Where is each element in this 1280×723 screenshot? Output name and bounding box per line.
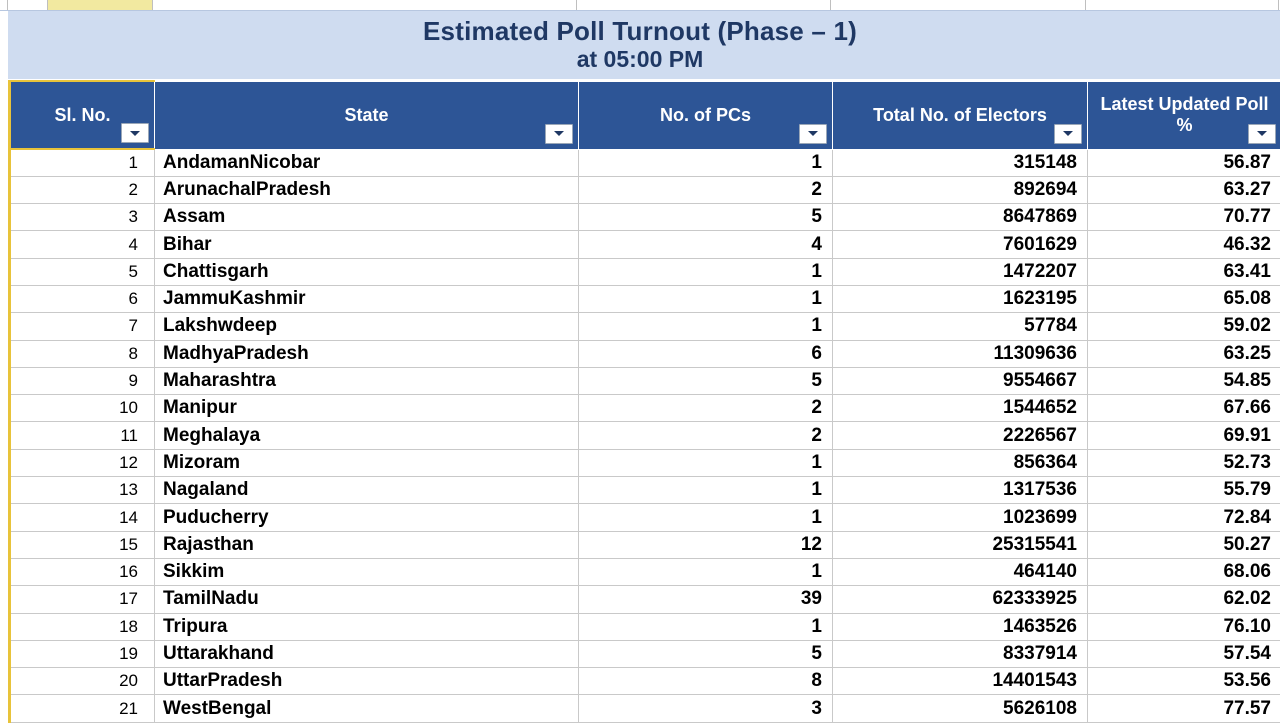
cell-state[interactable]: TamilNadu	[155, 586, 579, 613]
cell-sl-no[interactable]: 13	[10, 477, 155, 504]
cell-sl-no[interactable]: 12	[10, 449, 155, 476]
cell-no-of-pcs[interactable]: 5	[579, 367, 833, 394]
column-header-latest-poll-pct[interactable]	[1088, 81, 1280, 149]
cell-no-of-pcs[interactable]: 8	[579, 668, 833, 695]
cell-total-electors[interactable]: 1472207	[833, 258, 1088, 285]
cell-latest-poll-pct[interactable]: 57.54	[1088, 640, 1280, 667]
cell-total-electors[interactable]: 892694	[833, 176, 1088, 203]
cell-latest-poll-pct[interactable]: 69.91	[1088, 422, 1280, 449]
cell-total-electors[interactable]: 8337914	[833, 640, 1088, 667]
filter-dropdown-icon-total-electors[interactable]	[1054, 124, 1082, 144]
cell-latest-poll-pct[interactable]: 53.56	[1088, 668, 1280, 695]
cell-no-of-pcs[interactable]: 2	[579, 176, 833, 203]
cell-no-of-pcs[interactable]: 5	[579, 640, 833, 667]
cell-latest-poll-pct[interactable]: 55.79	[1088, 477, 1280, 504]
cell-state[interactable]: Manipur	[155, 395, 579, 422]
cell-no-of-pcs[interactable]: 1	[579, 449, 833, 476]
cell-no-of-pcs[interactable]: 1	[579, 477, 833, 504]
cell-state[interactable]: Mizoram	[155, 449, 579, 476]
column-header-sl-no-label: Sl. No.	[54, 105, 110, 125]
cell-total-electors[interactable]: 57784	[833, 313, 1088, 340]
cell-sl-no[interactable]: 9	[10, 367, 155, 394]
table-row[interactable]	[10, 285, 1280, 312]
cell-sl-no[interactable]: 4	[10, 231, 155, 258]
cell-total-electors[interactable]: 1023699	[833, 504, 1088, 531]
cell-state[interactable]: Maharashtra	[155, 367, 579, 394]
filter-dropdown-icon-state[interactable]	[545, 124, 573, 144]
cell-sl-no[interactable]: 15	[10, 531, 155, 558]
cell-sl-no[interactable]: 14	[10, 504, 155, 531]
cell-state[interactable]: Nagaland	[155, 477, 579, 504]
cell-sl-no[interactable]: 16	[10, 558, 155, 585]
cell-sliver-a	[8, 0, 48, 10]
cell-no-of-pcs[interactable]: 4	[579, 231, 833, 258]
cell-no-of-pcs[interactable]: 1	[579, 313, 833, 340]
table-row[interactable]	[10, 258, 1280, 285]
chevron-down-icon	[130, 131, 140, 136]
table-row[interactable]	[10, 149, 1280, 176]
cell-total-electors[interactable]: 1544652	[833, 395, 1088, 422]
cell-sl-no[interactable]: 10	[10, 395, 155, 422]
cell-sl-no[interactable]: 6	[10, 285, 155, 312]
table-row[interactable]	[10, 204, 1280, 231]
cell-total-electors[interactable]: 1317536	[833, 477, 1088, 504]
cell-total-electors[interactable]: 62333925	[833, 586, 1088, 613]
table-row[interactable]	[10, 586, 1280, 613]
cell-state[interactable]: Bihar	[155, 231, 579, 258]
table-row[interactable]	[10, 668, 1280, 695]
cell-sl-no[interactable]: 7	[10, 313, 155, 340]
cell-total-electors[interactable]: 9554667	[833, 367, 1088, 394]
cell-state[interactable]: Meghalaya	[155, 422, 579, 449]
cell-no-of-pcs[interactable]: 6	[579, 340, 833, 367]
cell-no-of-pcs[interactable]: 1	[579, 149, 833, 176]
cell-sl-no[interactable]: 17	[10, 586, 155, 613]
table-row[interactable]	[10, 340, 1280, 367]
cell-total-electors[interactable]: 856364	[833, 449, 1088, 476]
row-header-sliver	[0, 0, 8, 10]
chevron-down-icon	[1063, 131, 1073, 136]
table-row[interactable]	[10, 531, 1280, 558]
cell-latest-poll-pct[interactable]: 68.06	[1088, 558, 1280, 585]
cell-sliver-e	[1086, 0, 1279, 10]
cell-state[interactable]: WestBengal	[155, 695, 579, 722]
cell-latest-poll-pct[interactable]: 76.10	[1088, 613, 1280, 640]
cell-state[interactable]: MadhyaPradesh	[155, 340, 579, 367]
cell-latest-poll-pct[interactable]: 59.02	[1088, 313, 1280, 340]
cell-state[interactable]: Lakshwdeep	[155, 313, 579, 340]
cell-latest-poll-pct[interactable]: 56.87	[1088, 149, 1280, 176]
cell-no-of-pcs[interactable]: 12	[579, 531, 833, 558]
cell-latest-poll-pct[interactable]: 63.41	[1088, 258, 1280, 285]
cell-total-electors[interactable]: 464140	[833, 558, 1088, 585]
table-row[interactable]	[10, 504, 1280, 531]
cell-total-electors[interactable]: 8647869	[833, 204, 1088, 231]
report-subtitle: at 05:00 PM	[577, 46, 704, 73]
cell-state[interactable]: Puducherry	[155, 504, 579, 531]
top-row-strip	[0, 0, 1280, 10]
table-row[interactable]	[10, 558, 1280, 585]
column-header-state[interactable]	[155, 81, 579, 149]
filter-dropdown-icon-latest-poll-pct[interactable]	[1248, 124, 1276, 144]
cell-sl-no[interactable]: 18	[10, 613, 155, 640]
cell-sl-no[interactable]: 5	[10, 258, 155, 285]
table-row[interactable]	[10, 477, 1280, 504]
chevron-down-icon	[1257, 131, 1267, 136]
cell-sl-no[interactable]: 3	[10, 204, 155, 231]
cell-sliver-b	[153, 0, 577, 10]
cell-state[interactable]: UttarPradesh	[155, 668, 579, 695]
cell-sl-no[interactable]: 1	[10, 149, 155, 176]
filter-dropdown-icon-sl-no[interactable]	[121, 123, 149, 143]
cell-no-of-pcs[interactable]: 1	[579, 258, 833, 285]
cell-state[interactable]: AndamanNicobar	[155, 149, 579, 176]
cell-state[interactable]: Tripura	[155, 613, 579, 640]
cell-sliver-d	[831, 0, 1086, 10]
turnout-table	[8, 80, 1280, 723]
cell-latest-poll-pct[interactable]: 67.66	[1088, 395, 1280, 422]
cell-latest-poll-pct[interactable]: 77.57	[1088, 695, 1280, 722]
table-row[interactable]	[10, 313, 1280, 340]
cell-sl-no[interactable]: 20	[10, 668, 155, 695]
cell-sl-no[interactable]: 21	[10, 695, 155, 722]
cell-no-of-pcs[interactable]: 1	[579, 613, 833, 640]
cell-no-of-pcs[interactable]: 2	[579, 422, 833, 449]
column-header-sl-no[interactable]	[10, 81, 155, 149]
cell-latest-poll-pct[interactable]: 54.85	[1088, 367, 1280, 394]
cell-no-of-pcs[interactable]: 1	[579, 285, 833, 312]
table-row[interactable]	[10, 422, 1280, 449]
cell-latest-poll-pct[interactable]: 62.02	[1088, 586, 1280, 613]
report-title-band	[0, 10, 1280, 80]
cell-latest-poll-pct[interactable]: 46.32	[1088, 231, 1280, 258]
column-header-state-label: State	[344, 105, 388, 125]
cell-no-of-pcs[interactable]: 2	[579, 395, 833, 422]
table-row[interactable]	[10, 176, 1280, 203]
table-row[interactable]	[10, 395, 1280, 422]
table-header	[10, 81, 1280, 149]
cell-sliver-highlighted	[48, 0, 153, 10]
column-header-total-electors[interactable]	[833, 81, 1088, 149]
cell-state[interactable]: Assam	[155, 204, 579, 231]
cell-total-electors[interactable]: 7601629	[833, 231, 1088, 258]
cell-total-electors[interactable]: 1623195	[833, 285, 1088, 312]
cell-total-electors[interactable]: 14401543	[833, 668, 1088, 695]
table-body	[10, 149, 1280, 722]
cell-latest-poll-pct[interactable]: 63.27	[1088, 176, 1280, 203]
cell-total-electors[interactable]: 11309636	[833, 340, 1088, 367]
cell-sl-no[interactable]: 19	[10, 640, 155, 667]
table-row[interactable]	[10, 449, 1280, 476]
column-header-no-of-pcs-label: No. of PCs	[660, 105, 751, 125]
report-title: Estimated Poll Turnout (Phase – 1)	[423, 17, 857, 46]
title-left-gutter	[0, 11, 8, 79]
cell-state[interactable]: ArunachalPradesh	[155, 176, 579, 203]
cell-latest-poll-pct[interactable]: 50.27	[1088, 531, 1280, 558]
cell-latest-poll-pct[interactable]: 63.25	[1088, 340, 1280, 367]
chevron-down-icon	[808, 131, 818, 136]
cell-total-electors[interactable]: 2226567	[833, 422, 1088, 449]
table-row[interactable]	[10, 231, 1280, 258]
cell-state[interactable]: Chattisgarh	[155, 258, 579, 285]
cell-sl-no[interactable]: 8	[10, 340, 155, 367]
cell-state[interactable]: JammuKashmir	[155, 285, 579, 312]
cell-total-electors[interactable]: 5626108	[833, 695, 1088, 722]
column-header-latest-poll-pct-label: Latest Updated Poll %	[1100, 94, 1268, 135]
cell-latest-poll-pct[interactable]: 70.77	[1088, 204, 1280, 231]
cell-no-of-pcs[interactable]: 3	[579, 695, 833, 722]
table-row[interactable]	[10, 613, 1280, 640]
cell-total-electors[interactable]: 1463526	[833, 613, 1088, 640]
cell-state[interactable]: Rajasthan	[155, 531, 579, 558]
cell-sl-no[interactable]: 11	[10, 422, 155, 449]
cell-total-electors[interactable]: 25315541	[833, 531, 1088, 558]
cell-total-electors[interactable]: 315148	[833, 149, 1088, 176]
table-row[interactable]	[10, 695, 1280, 722]
column-header-no-of-pcs[interactable]	[579, 81, 833, 149]
cell-state[interactable]: Sikkim	[155, 558, 579, 585]
table-row[interactable]	[10, 640, 1280, 667]
cell-no-of-pcs[interactable]: 1	[579, 558, 833, 585]
cell-no-of-pcs[interactable]: 39	[579, 586, 833, 613]
column-header-total-electors-label: Total No. of Electors	[873, 105, 1047, 125]
cell-latest-poll-pct[interactable]: 52.73	[1088, 449, 1280, 476]
cell-sl-no[interactable]: 2	[10, 176, 155, 203]
cell-latest-poll-pct[interactable]: 72.84	[1088, 504, 1280, 531]
cell-state[interactable]: Uttarakhand	[155, 640, 579, 667]
cell-no-of-pcs[interactable]: 1	[579, 504, 833, 531]
table-row[interactable]	[10, 367, 1280, 394]
chevron-down-icon	[554, 131, 564, 136]
filter-dropdown-icon-no-of-pcs[interactable]	[799, 124, 827, 144]
cell-latest-poll-pct[interactable]: 65.08	[1088, 285, 1280, 312]
cell-sliver-c	[577, 0, 831, 10]
cell-no-of-pcs[interactable]: 5	[579, 204, 833, 231]
